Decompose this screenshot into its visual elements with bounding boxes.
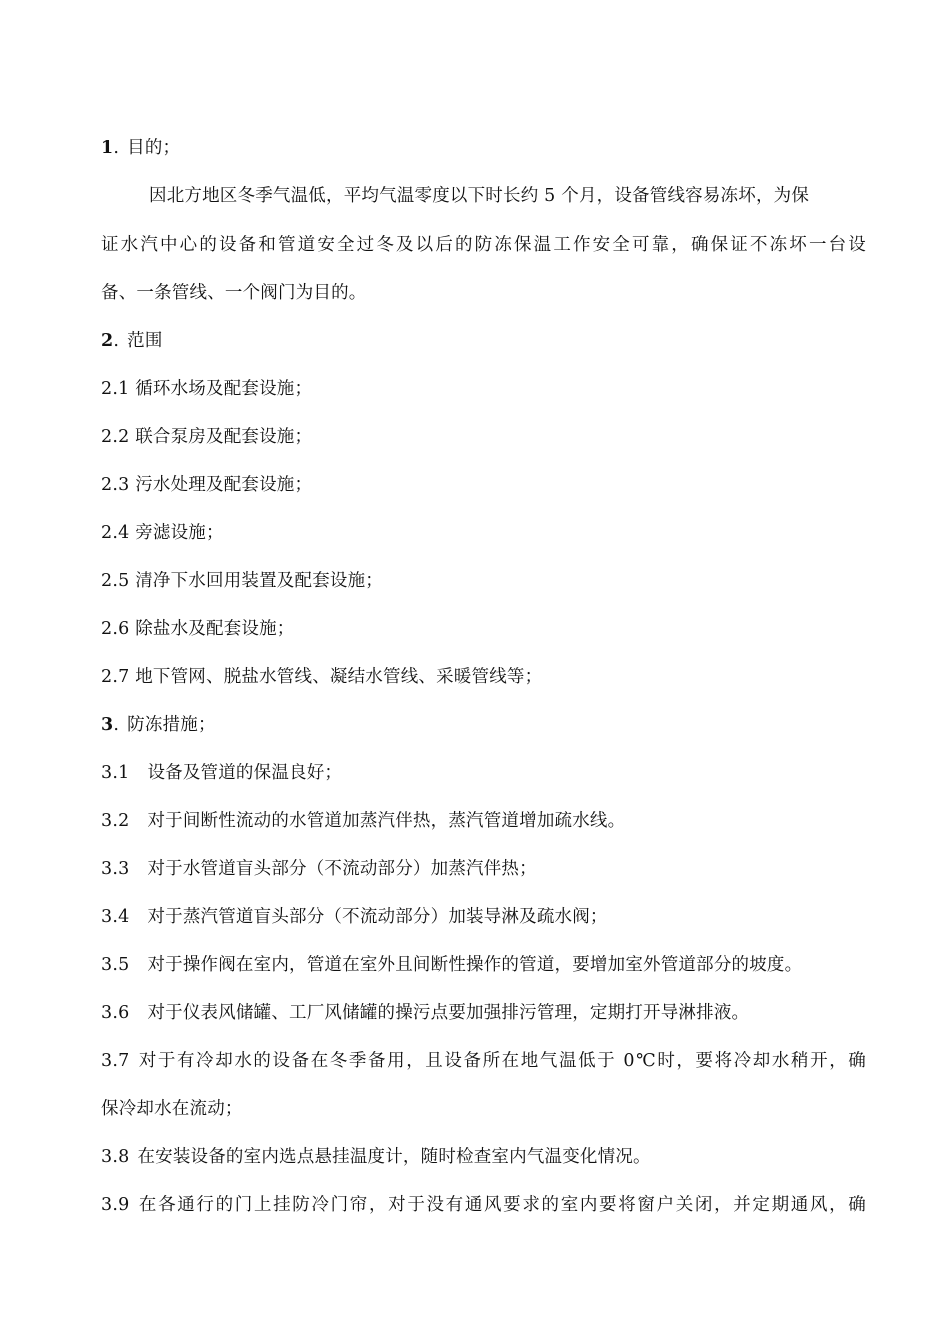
- item-number: 3.9: [101, 1195, 130, 1215]
- section-title: 范围: [127, 331, 163, 351]
- list-item: 2.4 旁滤设施；: [101, 523, 224, 543]
- section-number: 1: [101, 138, 114, 158]
- section-1-heading: [101, 136, 180, 160]
- paragraph-line: 备、一条管线、一个阀门为目的。: [101, 283, 367, 303]
- list-item: 2.1 循环水场及配套设施；: [101, 379, 313, 399]
- item-number: 3.5: [101, 955, 130, 975]
- section-number: 2: [101, 331, 114, 351]
- list-item: 2.3 污水处理及配套设施；: [101, 475, 313, 495]
- item-text: 对于仪表风储罐、工厂风储罐的操污点要加强排污管理，定期打开导淋排液。: [147, 1003, 750, 1023]
- section-number: 3: [101, 715, 114, 735]
- list-item: [101, 1193, 866, 1217]
- list-item: 2.5 清净下水回用装置及配套设施；: [101, 571, 383, 591]
- item-text: 对于水管道盲头部分（不流动部分）加蒸汽伴热；: [147, 859, 537, 879]
- section-separator: .: [113, 331, 120, 351]
- item-text: 对于有冷却水的设备在冬季备用，且设备所在地气温低于 0℃时，要将冷却水稍开，确: [137, 1051, 866, 1071]
- paragraph-line: 证水汽中心的设备和管道安全过冬及以后的防冻保温工作安全可靠，确保证不冻坏一台设: [101, 235, 866, 255]
- item-number: 3.3: [101, 859, 130, 879]
- item-number: 3.7: [101, 1051, 130, 1071]
- list-item: [101, 905, 608, 929]
- list-item: [101, 1001, 749, 1025]
- section-2-heading: [101, 329, 163, 353]
- paragraph-line: 因北方地区冬季气温低，平均气温零度以下时长约 5 个月，设备管线容易冻坏，为保: [149, 186, 810, 206]
- list-item-continuation: 保冷却水在流动；: [101, 1099, 243, 1119]
- item-text: 在各通行的门上挂防冷门帘，对于没有通风要求的室内要将窗户关闭，并定期通风，确: [137, 1195, 866, 1215]
- list-item: [101, 1049, 866, 1073]
- list-item: [101, 857, 537, 881]
- item-text: 对于间断性流动的水管道加蒸汽伴热，蒸汽管道增加疏水线。: [147, 811, 626, 831]
- list-item: [101, 761, 342, 785]
- item-number: 3.6: [101, 1003, 130, 1023]
- item-number: 3.2: [101, 811, 130, 831]
- item-text: 在安装设备的室内选点悬挂温度计，随时检查室内气温变化情况。: [137, 1147, 651, 1167]
- list-item: [101, 1145, 651, 1169]
- item-text: 对于蒸汽管道盲头部分（不流动部分）加装导淋及疏水阀；: [147, 907, 608, 927]
- list-item: 2.7 地下管网、脱盐水管线、凝结水管线、采暖管线等；: [101, 667, 543, 687]
- item-number: 3.4: [101, 907, 130, 927]
- item-number: 3.1: [101, 763, 130, 783]
- list-item: 2.6 除盐水及配套设施；: [101, 619, 295, 639]
- item-text: 设备及管道的保温良好；: [147, 763, 343, 783]
- section-separator: .: [113, 138, 120, 158]
- list-item: [101, 953, 802, 977]
- list-item: 2.2 联合泵房及配套设施；: [101, 427, 313, 447]
- section-title: 防冻措施；: [127, 715, 216, 735]
- item-number: 3.8: [101, 1147, 130, 1167]
- section-separator: .: [113, 715, 120, 735]
- item-text: 对于操作阀在室内，管道在室外且间断性操作的管道，要增加室外管道部分的坡度。: [147, 955, 803, 975]
- list-item: [101, 809, 625, 833]
- section-title: 目的；: [127, 138, 181, 158]
- section-3-heading: [101, 713, 216, 737]
